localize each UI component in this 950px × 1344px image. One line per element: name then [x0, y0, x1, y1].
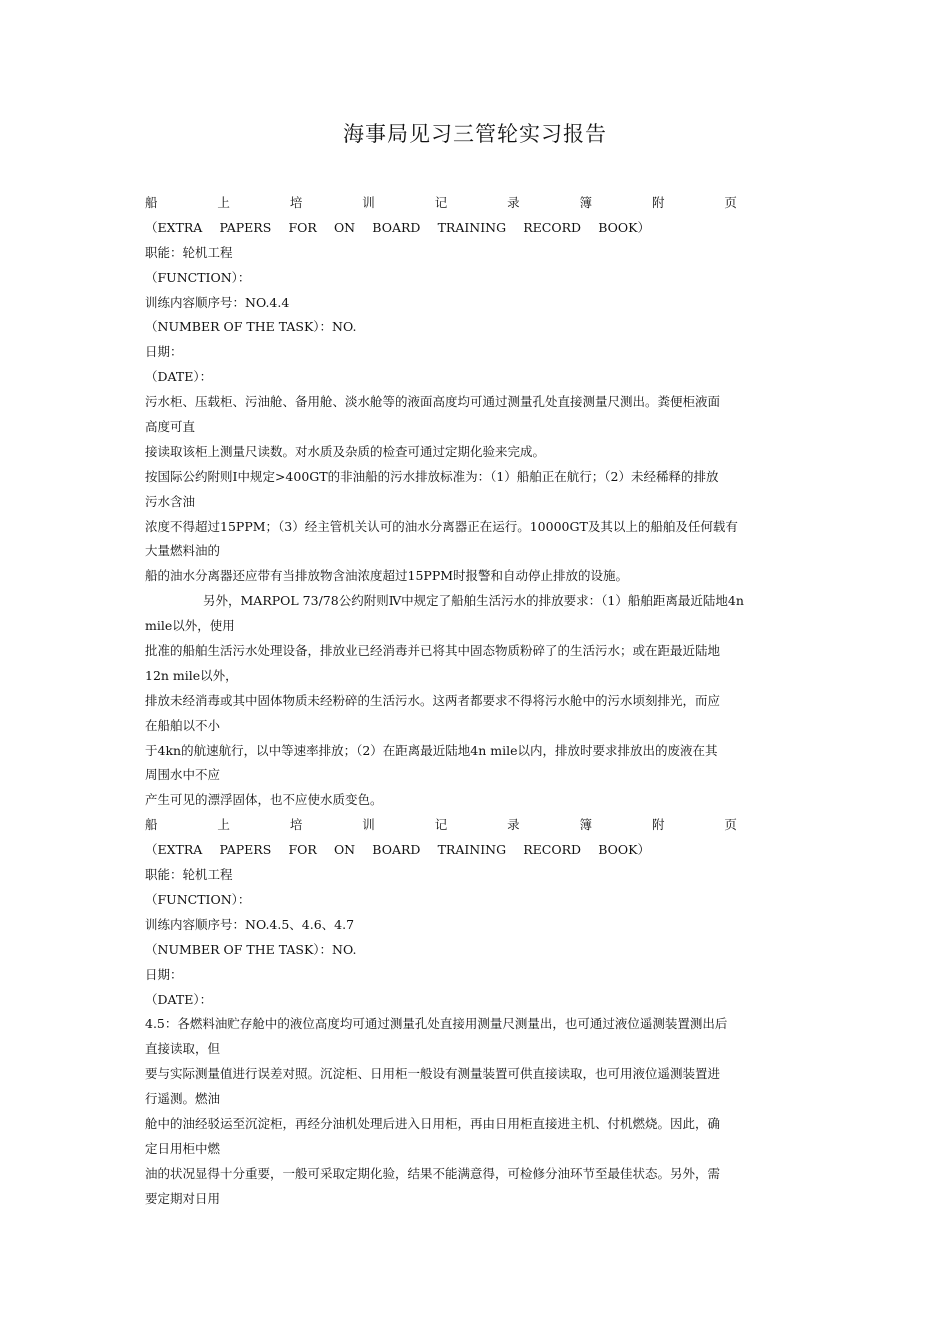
task-number-cn: 训练内容顺序号：NO.4.5、4.6、4.7 [145, 916, 355, 932]
header-char: 录 [507, 195, 520, 210]
page-title: 海事局见习三管轮实习报告 [343, 122, 607, 146]
body-line: 接读取该柜上测量尺读数。对水质及杂质的检查可通过定期化验来完成。 [145, 443, 546, 459]
body-line: 直接读取，但 [145, 1041, 221, 1057]
header-char: 记 [434, 817, 448, 833]
header-word: RECORD [523, 219, 582, 235]
body-line: 另外，MARPOL 73/78公约附则Ⅳ中规定了船舶生活污水的排放要求：（1）船舶距离最近陆地4n [203, 593, 744, 609]
header-word: BOOK） [598, 842, 650, 858]
header-word: BOARD [372, 842, 421, 858]
record-header-en [145, 216, 650, 241]
document-body [145, 191, 810, 1212]
header-word: FOR [288, 842, 317, 858]
record-header-cn [145, 813, 737, 838]
header-word: BOARD [372, 219, 421, 235]
body-line: 行遥测。燃油 [145, 1091, 221, 1107]
function-label-en: （FUNCTION）： [145, 269, 251, 285]
body-line: mile以外，使用 [145, 618, 235, 634]
header-char: 簿 [579, 817, 593, 833]
header-word: ON [333, 842, 356, 858]
body-line: 浓度不得超过15PPM；（3）经主管机关认可的油水分离器正在运行。10000GT及其以上的船舶及任何载有 [145, 518, 738, 534]
header-char: 记 [434, 195, 448, 210]
body-line: 污水含油 [145, 493, 196, 509]
body-line: 产生可见的漂浮固体，也不应使水质变色。 [145, 792, 383, 808]
body-line: 要与实际测量值进行误差对照。沉淀柜、日用柜一般设有测量装置可供直接读取，也可用液位遥测装置进 [145, 1066, 721, 1082]
body-line: 批准的船舶生活污水处理设备，排放业已经消毒并已将其中固态物质粉碎了的生活污水；或在距最近陆地 [145, 643, 721, 659]
date-label-cn: 日期： [145, 344, 183, 360]
header-word: TRAINING [437, 842, 507, 858]
body-line: 舱中的油经驳运至沉淀柜，再经分油机处理后进入日用柜，再由日用柜直接进主机、付机燃烧。因此，确 [145, 1115, 721, 1131]
function-label-cn: 职能：轮机工程 [145, 867, 233, 883]
body-line: 12n mile以外， [145, 667, 238, 683]
header-char: 页 [724, 195, 737, 210]
task-number-cn: 训练内容顺序号：NO.4.4 [145, 294, 290, 310]
function-label-en: （FUNCTION）： [145, 891, 251, 907]
header-char: 训 [362, 195, 375, 210]
header-char: 附 [651, 195, 665, 210]
body-line: 高度可直 [145, 419, 196, 435]
date-label-en: （DATE）： [145, 369, 213, 385]
header-word: （EXTRA [145, 842, 203, 858]
task-number-en: （NUMBER OF THE TASK）：NO. [145, 319, 357, 335]
date-label-cn: 日期： [145, 966, 183, 982]
header-char: 上 [217, 817, 230, 833]
record-header-en [145, 838, 650, 863]
header-word: BOOK） [598, 219, 650, 235]
header-word: ON [333, 219, 356, 235]
header-word: RECORD [523, 842, 582, 858]
header-word: FOR [288, 219, 317, 235]
body-line: 大量燃料油的 [145, 543, 221, 559]
body-line: 排放未经消毒或其中固体物质未经粉碎的生活污水。这两者都要求不得将污水舱中的污水顷刻排光，而应 [145, 692, 721, 708]
header-char: 簿 [579, 195, 593, 210]
header-char: 培 [289, 195, 303, 210]
header-char: 页 [724, 817, 737, 833]
task-number-en: （NUMBER OF THE TASK）：NO. [145, 941, 357, 957]
body-line: 定日用柜中燃 [145, 1140, 221, 1156]
header-char: 上 [217, 195, 230, 210]
header-char: 训 [362, 817, 375, 833]
header-word: PAPERS [219, 842, 272, 858]
body-line: 污水柜、压载柜、污油舱、备用舱、淡水舱等的液面高度均可通过测量孔处直接测量尺测出。粪便柜液面 [145, 394, 721, 410]
date-label-en: （DATE）： [145, 991, 213, 1007]
body-line: 要定期对日用 [145, 1190, 221, 1206]
header-char: 船 [145, 195, 158, 210]
header-char: 培 [289, 817, 303, 833]
header-word: （EXTRA [145, 219, 203, 235]
section-1 [145, 191, 810, 813]
header-char: 船 [145, 817, 158, 833]
body-line: 4.5：各燃料油贮存舱中的液位高度均可通过测量孔处直接用测量尺测量出，也可通过液位遥测装置测出后 [145, 1016, 728, 1032]
body-line: 周围水中不应 [145, 767, 221, 783]
header-word: TRAINING [437, 219, 507, 235]
body-line: 船的油水分离器还应带有当排放物含油浓度超过15PPM时报警和自动停止排放的设施。 [145, 568, 629, 584]
body-line: 于4kn的航速航行，以中等速率排放；（2）在距离最近陆地4n mile以内，排放时要求排放出的废液在其 [145, 742, 718, 758]
body-line: 按国际公约附则Ⅰ中规定>400GT的非油船的污水排放标准为：（1）船舶正在航行；（2）未经稀释的排放 [145, 468, 719, 484]
body-line: 在船舶以不小 [145, 717, 221, 733]
header-char: 录 [507, 817, 520, 833]
header-word: PAPERS [219, 219, 272, 235]
record-header-cn [145, 191, 737, 216]
function-label-cn: 职能：轮机工程 [145, 244, 233, 260]
header-char: 附 [651, 817, 665, 833]
section-2 [145, 813, 810, 1211]
body-line: 油的状况显得十分重要，一般可采取定期化验，结果不能满意得，可检修分油环节至最佳状态。另外，需 [145, 1165, 721, 1181]
